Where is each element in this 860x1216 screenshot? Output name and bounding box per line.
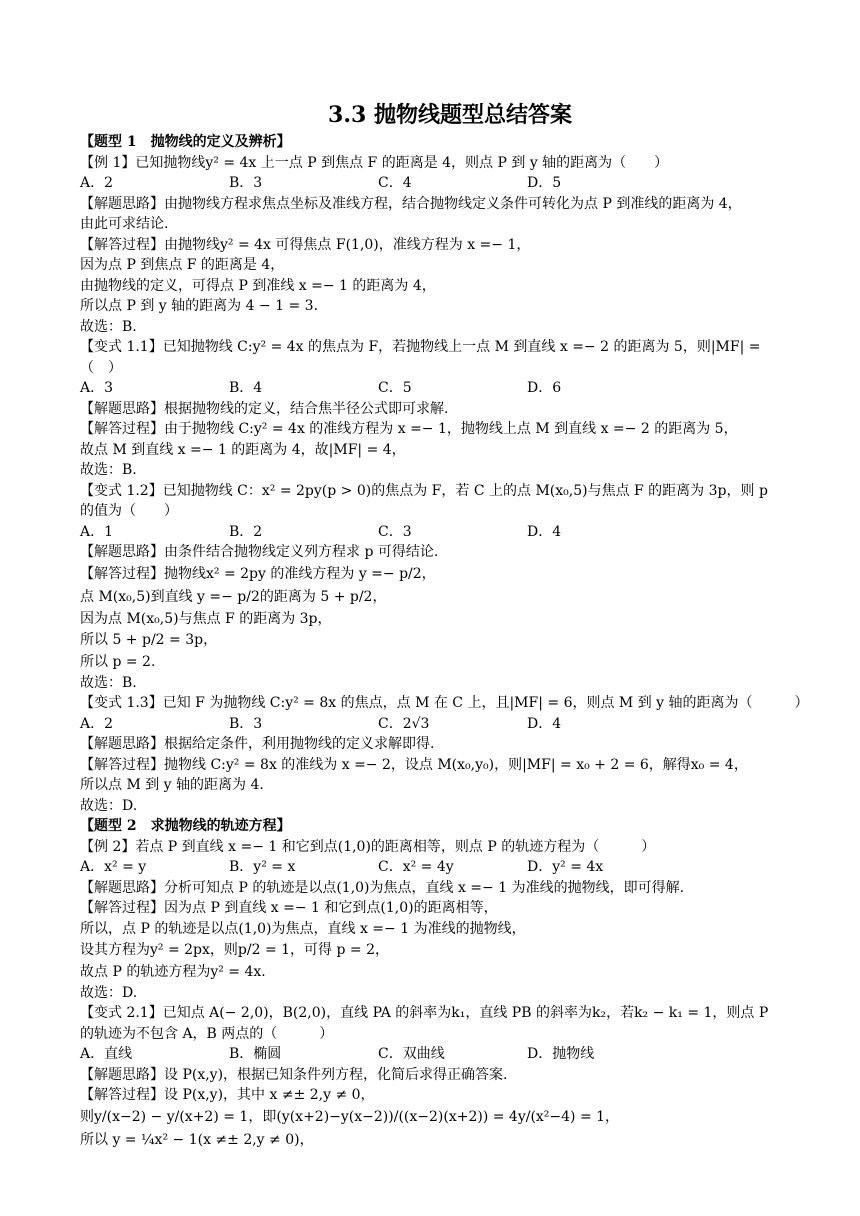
text-line: 设其方程为y² = 2px，则p/2 = 1，可得 p = 2， xyxy=(80,942,389,958)
text-line: 【解题思路】设 P(x,y)，根据已知条件列方程，化简后求得正确答案. xyxy=(80,1066,508,1083)
answer-option: A．2 xyxy=(80,715,114,732)
text-line: 所以 p = 2. xyxy=(80,654,156,670)
text-line: 【例 2】若点 P 到直线 x =− 1 和它到点(1,0)的距离相等，则点 P 的轨迹方程为（ ） xyxy=(80,838,656,855)
text-line: 故选：D. xyxy=(80,797,138,814)
text-line: 的轨迹为不包含 A，B 两点的（ ） xyxy=(80,1025,334,1042)
text-line: 因为点 M(x₀,5)与焦点 F 的距离为 3p， xyxy=(80,610,332,627)
text-line: 由此可求结论. xyxy=(80,216,169,232)
answer-option: C．2√3 xyxy=(378,715,430,732)
text-line: 【解答过程】抛物线 C:y² = 8x 的准线为 x =− 2，设点 M(x₀,y₀)，则|MF| = x₀ + 2 = 6，解得x₀ = 4， xyxy=(80,756,748,773)
answer-option: A．3 xyxy=(80,380,114,396)
answer-option: A．2 xyxy=(80,175,114,191)
text-line: 【例 1】已知抛物线y² = 4x 上一点 P 到焦点 F 的距离是 4，则点 P 到 y 轴的距离为（ ） xyxy=(80,154,669,171)
answer-options xyxy=(80,378,800,399)
answer-option: D．5 xyxy=(527,175,562,191)
text-line: 【解答过程】设 P(x,y)，其中 x ≠± 2,y ≠ 0， xyxy=(80,1087,375,1103)
text-line: 因为点 P 到焦点 F 的距离是 4， xyxy=(80,257,285,273)
answer-option: C．4 xyxy=(378,175,412,191)
answer-option: C．3 xyxy=(378,523,412,540)
text-line: 所以点 M 到 y 轴的距离为 4. xyxy=(80,777,264,793)
answer-option: C．双曲线 xyxy=(378,1046,445,1062)
text-line: 【变式 1.3】已知 F 为抛物线 C:y² = 8x 的焦点，点 M 在 C 上，且|MF| = 6，则点 M 到 y 轴的距离为（ ） xyxy=(80,695,809,711)
text-line: 【解题思路】分析可知点 P 的轨迹是以点(1,0)为焦点，直线 x =− 1 为准线的抛物线，即可得解. xyxy=(80,879,685,896)
answer-option: B．3 xyxy=(229,715,263,732)
text-line: 所以 5 + p/2 = 3p， xyxy=(80,632,218,648)
text-line: 所以，点 P 的轨迹是以点(1,0)为焦点，直线 x =− 1 为准线的抛物线， xyxy=(80,920,526,937)
text-line: 【变式 1.2】已知抛物线 C：x² = 2py(p > 0)的焦点为 F，若 C 上的点 M(x₀,5)与焦点 F 的距离为 3p，则 p xyxy=(80,482,768,499)
text-line: 则y/(x−2) − y/(x+2) = 1，即(y(x+2)−y(x−2))/((x−2)(x+2)) = 4y/(x²−4) = 1， xyxy=(80,1108,620,1125)
answer-option: A．x² = y xyxy=(80,859,147,875)
answer-options xyxy=(80,173,800,194)
text-line: 【变式 1.1】已知抛物线 C:y² = 4x 的焦点为 F，若抛物线上一点 M 到直线 x =− 2 的距离为 5，则|MF| = xyxy=(80,339,761,355)
answer-option: D．抛物线 xyxy=(527,1046,595,1062)
answer-option: D．4 xyxy=(527,715,562,732)
text-line: 故选：D. xyxy=(80,984,138,1001)
text-line: 【解答过程】由抛物线y² = 4x 可得焦点 F(1,0)，准线方程为 x =− 1， xyxy=(80,236,531,253)
text-line: 故选：B. xyxy=(80,674,137,691)
answer-option: A．1 xyxy=(80,523,114,540)
text-line: 由抛物线的定义，可得点 P 到准线 x =− 1 的距离为 4， xyxy=(80,277,436,294)
answer-option: C．x² = 4y xyxy=(378,859,454,875)
answer-option: B．y² = x xyxy=(229,859,296,875)
answer-option: B．4 xyxy=(229,380,263,396)
answer-options xyxy=(80,857,800,878)
answer-option: A．直线 xyxy=(80,1046,133,1062)
text-line: 【解题思路】由抛物线方程求焦点坐标及准线方程，结合抛物线定义条件可转化为点 P 到准线的距离为 4， xyxy=(80,195,742,212)
section-heading: 【题型 2 求抛物线的轨迹方程】 xyxy=(80,818,291,834)
answer-option: D．y² = 4x xyxy=(527,859,604,875)
text-line: 故点 M 到直线 x =− 1 的距离为 4，故|MF| = 4， xyxy=(80,441,406,458)
text-line: 【变式 2.1】已知点 A(− 2,0)，B(2,0)，直线 PA 的斜率为k₁，直线 PB 的斜率为k₂，若k₂ − k₁ = 1，则点 P xyxy=(80,1005,769,1021)
answer-option: D．4 xyxy=(527,523,562,540)
section-heading: 【题型 1 抛物线的定义及辨析】 xyxy=(80,134,291,150)
document-body xyxy=(80,132,809,1152)
text-line: 所以点 P 到 y 轴的距离为 4 − 1 = 3. xyxy=(80,298,319,314)
text-line: （ ） xyxy=(80,359,122,376)
answer-option: D．6 xyxy=(527,380,562,396)
text-line: 【解题思路】根据给定条件，利用抛物线的定义求解即得. xyxy=(80,736,435,752)
text-line: 【解题思路】由条件结合抛物线定义列方程求 p 可得结论. xyxy=(80,544,439,560)
answer-option: B．3 xyxy=(229,175,263,191)
answer-options xyxy=(80,522,800,543)
text-line: 故点 P 的轨迹方程为y² = 4x. xyxy=(80,964,266,980)
document-page xyxy=(80,100,809,1152)
text-line: 【解答过程】抛物线x² = 2py 的准线方程为 y =− p/2， xyxy=(80,565,436,582)
answer-option: B．2 xyxy=(229,523,263,540)
text-line: 的值为（ ） xyxy=(80,503,178,519)
answer-options xyxy=(80,1044,800,1065)
text-line: 【解题思路】根据抛物线的定义，结合焦半径公式即可求解. xyxy=(80,400,449,417)
text-line: 【解答过程】由于抛物线 C:y² = 4x 的准线方程为 x =− 1，抛物线上点 M 到直线 x =− 2 的距离为 5， xyxy=(80,421,738,437)
answer-option: B．椭圆 xyxy=(229,1046,282,1062)
text-line: 点 M(x₀,5)到直线 y =− p/2的距离为 5 + p/2， xyxy=(80,588,387,605)
answer-options xyxy=(80,714,800,735)
page-title: 3.3 抛物线题型总结答案 xyxy=(328,102,572,128)
text-line: 所以 y = ¼x² − 1(x ≠± 2,y ≠ 0)， xyxy=(80,1131,314,1148)
text-line: 故选：B. xyxy=(80,318,137,335)
text-line: 故选：B. xyxy=(80,462,137,478)
answer-option: C．5 xyxy=(378,380,412,396)
text-line: 【解答过程】因为点 P 到直线 x =− 1 和它到点(1,0)的距离相等， xyxy=(80,900,498,916)
